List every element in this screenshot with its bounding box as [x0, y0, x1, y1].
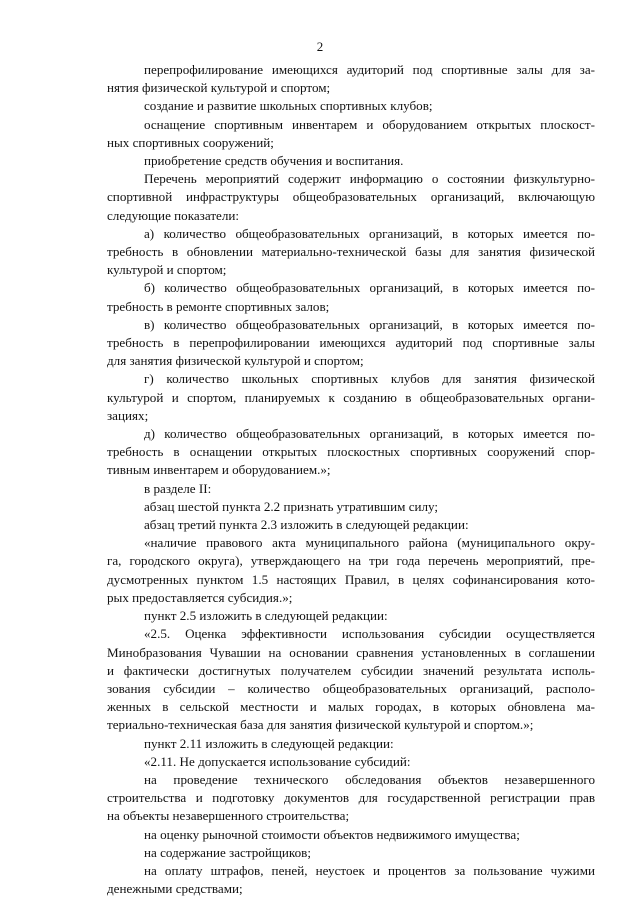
text-line: абзац шестой пункта 2.2 признать утратившим силу; [144, 498, 439, 514]
text-line: б) количество общеобразовательных организаций, в которых имеется по- [144, 280, 595, 296]
text-line: зования субсидии – количество общеобразовательных организаций, располо- [107, 680, 595, 696]
text-line: для занятия физической культурой и спортом; [107, 353, 364, 369]
text-line: на объекты незавершенного строительства; [107, 808, 350, 824]
text-line: требность в оснащении открытых плоскостных спортивных сооружений спор- [107, 444, 595, 460]
text-line: перепрофилирование имеющихся аудиторий под спортивные залы для за- [144, 62, 595, 77]
paragraph [107, 735, 595, 753]
text-line: в) количество общеобразовательных организаций, в которых имеется по- [144, 316, 595, 332]
text-line: тивным инвентарем и оборудованием.»; [107, 462, 331, 478]
text-line: Минобразования Чувашии на основании сравнения установленных в соглашении [107, 644, 595, 660]
text-line: в разделе II: [144, 480, 212, 496]
text-line: требность в перепрофилировании имеющихся аудиторий под спортивные залы [107, 335, 595, 351]
text-line: зациях; [107, 407, 149, 423]
paragraph [107, 316, 595, 371]
text-line: на оценку рыночной стоимости объектов недвижимого имущества; [144, 826, 520, 842]
paragraph [107, 370, 595, 425]
text-line: «наличие правового акта муниципального района (муниципального окру- [144, 535, 595, 551]
paragraph [107, 607, 595, 625]
text-line: териально-техническая база для занятия физической культурой и спортом.»; [107, 717, 534, 733]
text-line: нятия физической культурой и спортом; [107, 80, 331, 96]
text-line: пункт 2.5 изложить в следующей редакции: [144, 608, 388, 624]
paragraph [107, 534, 595, 607]
page-number: 2 [316, 39, 324, 54]
paragraph [107, 152, 595, 170]
document-body [107, 61, 595, 898]
paragraph [107, 516, 595, 534]
paragraph [107, 844, 595, 862]
text-line: требность в обновлении материально-технической базы для занятия физической [107, 244, 595, 260]
text-line: абзац третий пункта 2.3 изложить в следующей редакции: [144, 517, 469, 533]
text-line: спортивной инфраструктуры общеобразовательных организаций, включающую [107, 189, 595, 205]
paragraph [107, 625, 595, 734]
text-line: женных в сельской местности и малых городах, в которых обновлена ма- [107, 699, 595, 715]
text-line: и фактически достигнутых получателем субсидии значений результата исполь- [107, 662, 595, 678]
text-line: д) количество общеобразовательных организаций, в которых имеется по- [144, 426, 595, 442]
paragraph [107, 225, 595, 280]
text-line: «2.5. Оценка эффективности использования субсидии осуществляется [144, 626, 595, 642]
paragraph [107, 753, 595, 771]
text-line: ных спортивных сооружений; [107, 134, 274, 150]
text-line: дусмотренных пунктом 1.5 настоящих Правил, в целях софинансирования кото- [107, 571, 595, 587]
text-line: га, городского округа), утверждающего на три года перечень мероприятий, пре- [107, 553, 595, 569]
text-line: строительства и подготовку документов для государственной регистрации прав [107, 790, 595, 806]
text-line: рых предоставляется субсидия.»; [107, 589, 293, 605]
text-line: г) количество школьных спортивных клубов для занятия физической [144, 371, 595, 387]
paragraph [107, 826, 595, 844]
paragraph [107, 862, 595, 898]
text-line: требность в ремонте спортивных залов; [107, 298, 330, 314]
paragraph [107, 425, 595, 480]
text-line: создание и развитие школьных спортивных клубов; [144, 98, 433, 114]
text-line: Перечень мероприятий содержит информацию о состоянии физкультурно- [144, 171, 595, 187]
text-line: на содержание застройщиков; [144, 844, 311, 860]
text-line: культурой и спортом; [107, 262, 227, 278]
paragraph [107, 170, 595, 225]
paragraph [107, 97, 595, 115]
text-line: оснащение спортивным инвентарем и оборудованием открытых плоскост- [144, 116, 595, 132]
paragraph [107, 116, 595, 152]
text-line: «2.11. Не допускается использование субсидий: [144, 753, 411, 769]
text-line: на оплату штрафов, пеней, неустоек и процентов за пользование чужими [144, 862, 595, 878]
paragraph [107, 279, 595, 315]
text-line: культурой и спортом, планируемых к созданию в общеобразовательных органи- [107, 389, 595, 405]
text-line: приобретение средств обучения и воспитания. [144, 153, 404, 169]
text-line: следующие показатели: [107, 207, 240, 223]
text-line: а) количество общеобразовательных организаций, в которых имеется по- [144, 225, 595, 241]
paragraph [107, 480, 595, 498]
paragraph [107, 771, 595, 826]
text-line: пункт 2.11 изложить в следующей редакции: [144, 735, 394, 751]
text-line: денежными средствами; [107, 881, 243, 897]
paragraph [107, 61, 595, 97]
text-line: на проведение технического обследования объектов незавершенного [144, 771, 595, 787]
paragraph [107, 498, 595, 516]
